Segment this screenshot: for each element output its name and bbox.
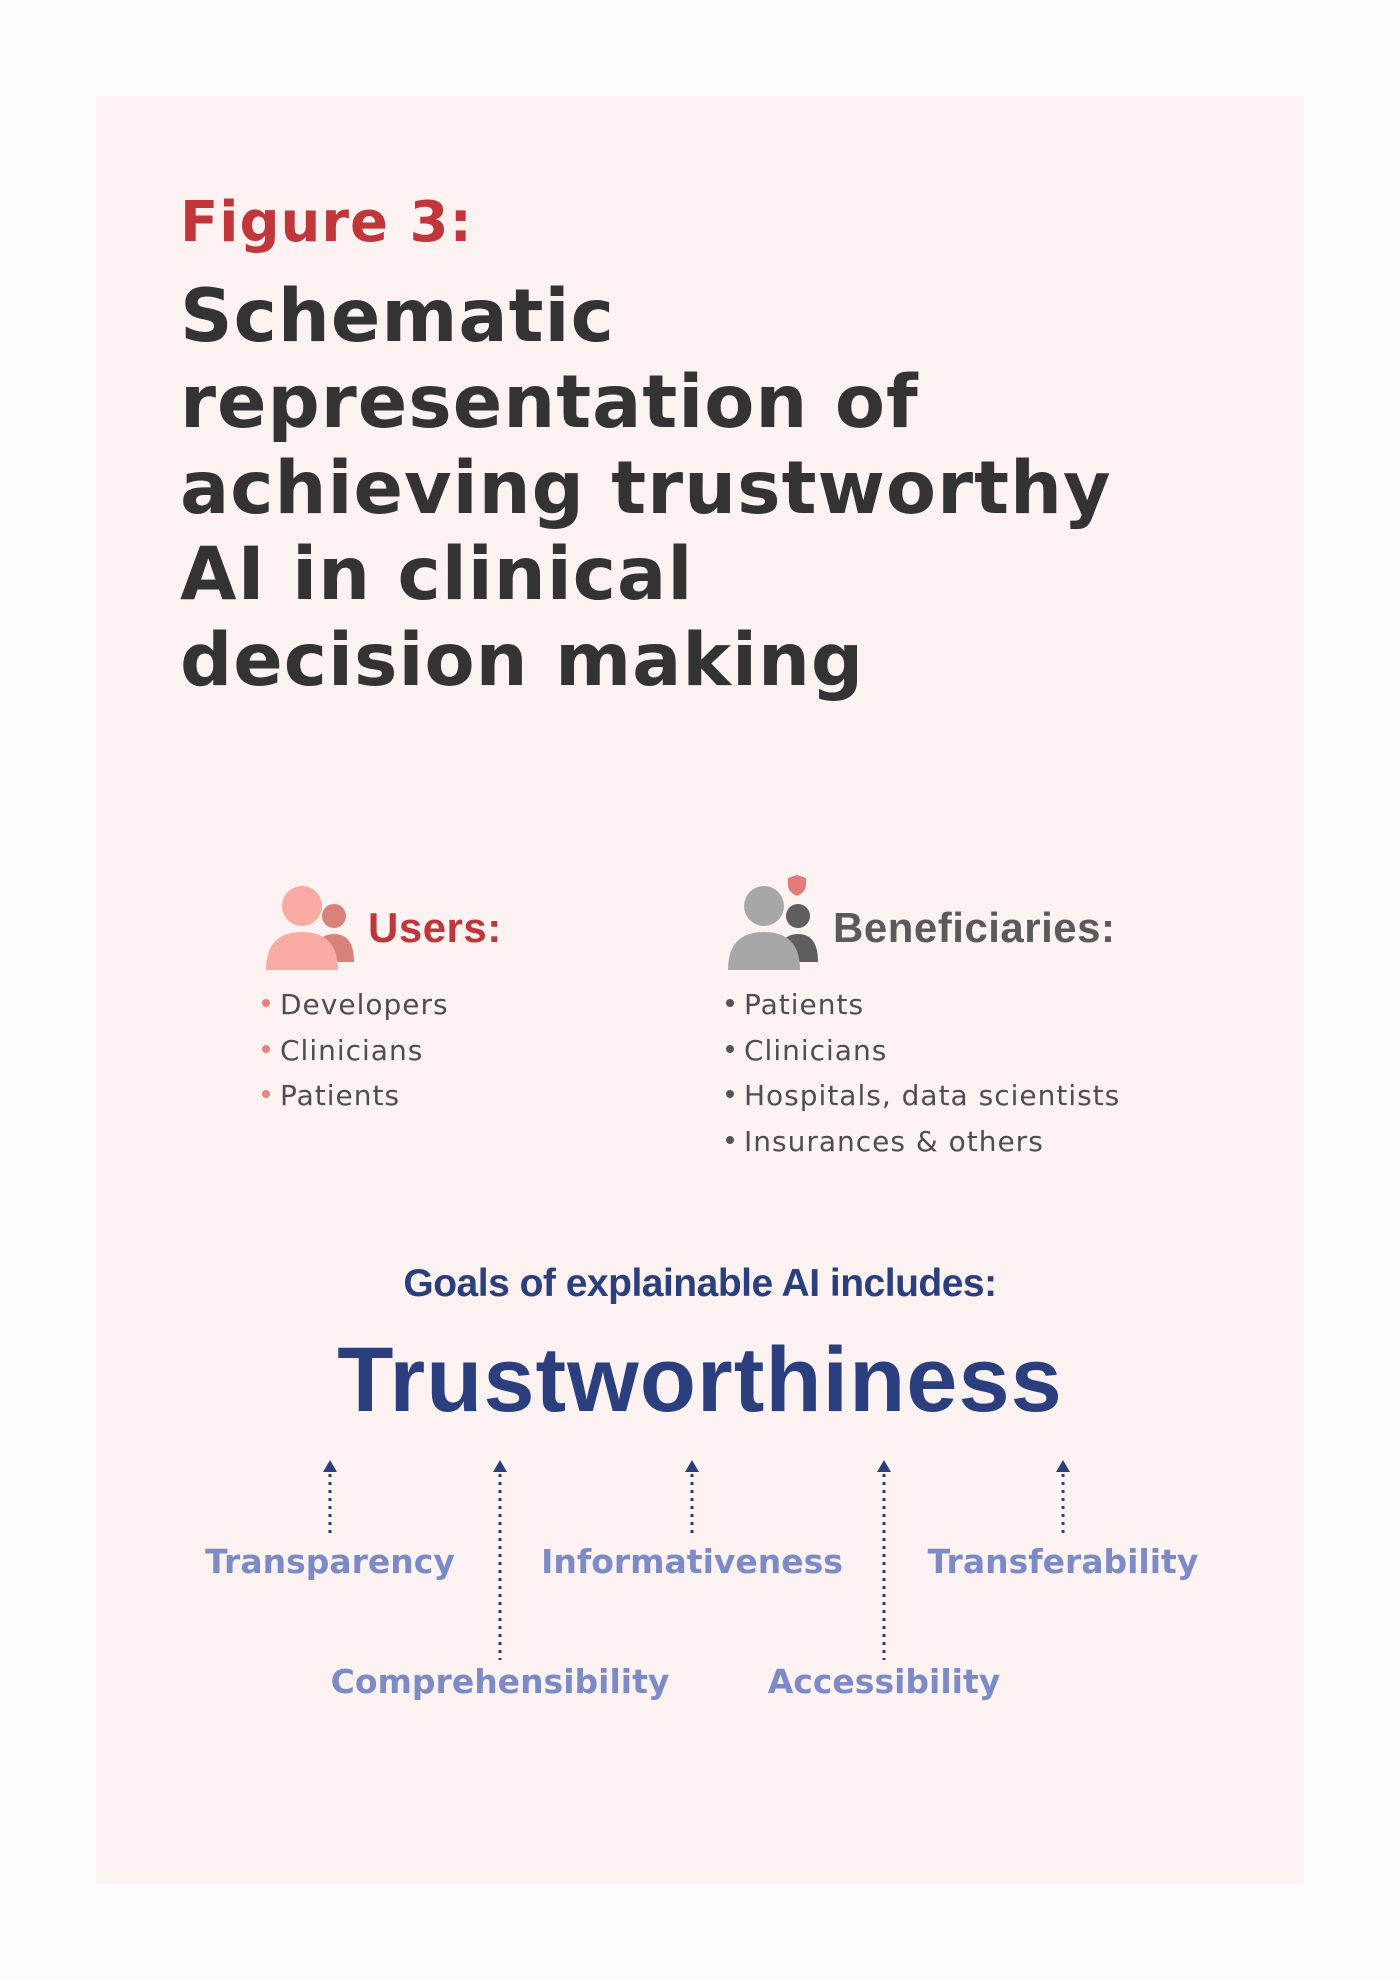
- pillar-accessibility: Accessibility: [767, 1662, 1001, 1701]
- figure-title-line: achieving trustworthy: [180, 446, 1112, 531]
- list-item: Clinicians: [262, 1028, 449, 1074]
- list-item: Hospitals, data scientists: [726, 1073, 1120, 1119]
- pillar-transferability: Transferability: [927, 1542, 1199, 1581]
- figure-title-line: decision making: [180, 618, 865, 703]
- users-title: Users:: [368, 904, 502, 951]
- beneficiaries-title: Beneficiaries:: [833, 904, 1116, 951]
- figure-title: [180, 274, 1180, 704]
- list-item: Patients: [726, 982, 1120, 1028]
- users-group-icon: [262, 880, 358, 970]
- beneficiaries-list: [726, 982, 1120, 1164]
- list-item: Patients: [262, 1073, 449, 1119]
- users-list: [262, 982, 449, 1119]
- pillar-informativeness: Informativeness: [541, 1542, 843, 1581]
- trustworthiness-heading: Trustworthiness: [337, 1329, 1063, 1431]
- pillar-comprehensibility: Comprehensibility: [330, 1662, 670, 1701]
- figure-label: Figure 3:: [180, 190, 473, 255]
- list-item: Insurances & others: [726, 1119, 1120, 1165]
- figure-title-line: representation of: [180, 360, 919, 445]
- figure-title-line: AI in clinical: [180, 532, 694, 617]
- beneficiaries-group-icon: [726, 872, 824, 970]
- figure-title-line: Schematic: [180, 274, 615, 359]
- list-item: Clinicians: [726, 1028, 1120, 1074]
- list-item: Developers: [262, 982, 449, 1028]
- goals-intro: Goals of explainable AI includes:: [403, 1262, 997, 1305]
- pillar-transparency: Transparency: [205, 1542, 455, 1581]
